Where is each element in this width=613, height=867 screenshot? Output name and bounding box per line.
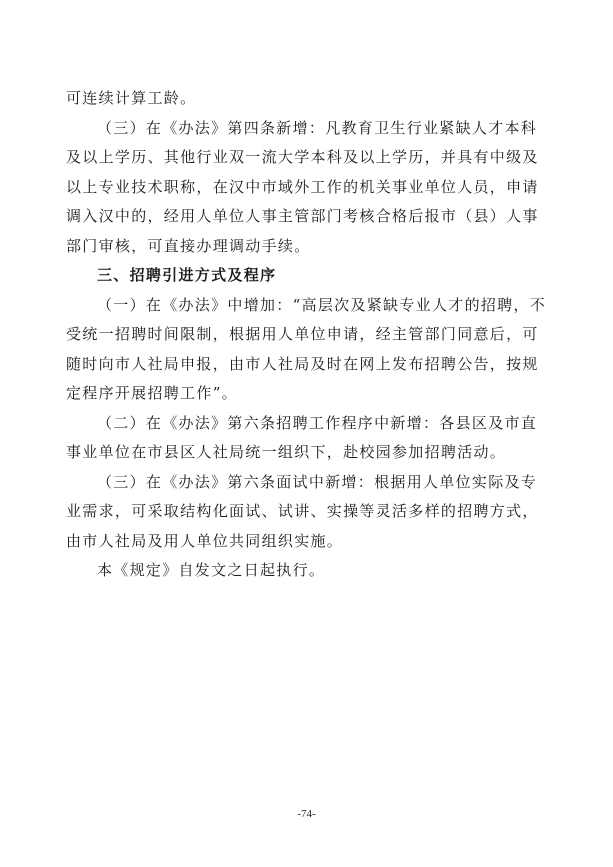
text-line: 定程序开展招聘工作”。: [66, 384, 238, 402]
document-body: [66, 84, 548, 586]
text-line: （二）在《办法》第六条招聘工作程序中新增：各县区及市直: [97, 413, 538, 432]
text-line: 及以上学历、其他行业双一流大学本科及以上学历，并具有中级及: [66, 148, 539, 166]
text-line: 事业单位在市县区人社局统一组织下，赴校园参加招聘活动。: [66, 443, 507, 461]
text-line: 以上专业技术职称，在汉中市域外工作的机关事业单位人员，申请: [66, 177, 539, 196]
text-line: 业需求，可采取结构化面试、试讲、实操等灵活多样的招聘方式，: [66, 502, 539, 520]
section-heading: 三、招聘引进方式及程序: [97, 266, 277, 284]
text-line: （三）在《办法》第六条面试中新增：根据用人单位实际及专: [97, 472, 538, 491]
text-line: 受统一招聘时间限制，根据用人单位申请，经主管部门同意后，可: [66, 325, 539, 343]
text-line: 部门审核，可直接办理调动手续。: [66, 236, 311, 255]
text-line: 随时向市人社局申报，由市人社局及时在网上发布招聘公告，按规: [66, 354, 539, 373]
text-line: （三）在《办法》第四条新增：凡教育卫生行业紧缺人才本科: [97, 118, 538, 137]
text-line: 调入汉中的，经用人单位人事主管部门考核合格后报市（县）人事: [66, 207, 539, 225]
page-number: -74-: [297, 808, 316, 820]
text-line: 由市人社局及用人单位共同组织实施。: [66, 531, 344, 550]
text-line: （一）在《办法》中增加：“高层次及紧缺专业人才的招聘，不: [97, 295, 547, 314]
text-line: 本《规定》自发文之日起执行。: [97, 561, 326, 579]
text-line: 可连续计算工龄。: [66, 89, 197, 107]
